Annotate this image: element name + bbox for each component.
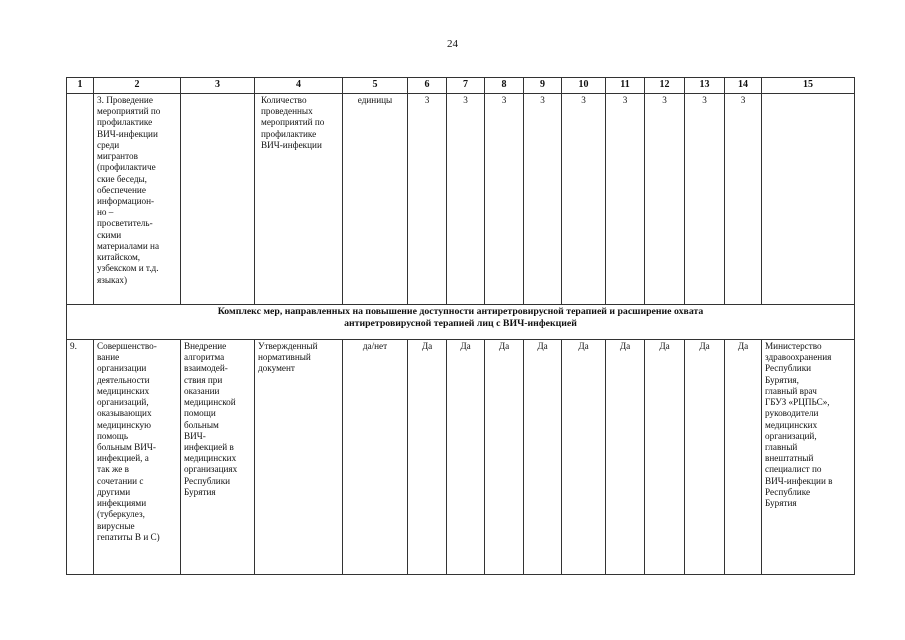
row-number-cell: 9.	[67, 340, 94, 575]
measure-content-cell: Внедрение алгоритма взаимодей- ствия при оказании медицинской помощи больным ВИЧ- инфекцией в медицинских организациях Республики Бурятия	[181, 340, 255, 575]
column-header: 10	[562, 78, 606, 94]
value-cell: 3	[447, 94, 485, 305]
value-cell: Да	[562, 340, 606, 575]
value-cell: 3	[685, 94, 725, 305]
column-header: 9	[524, 78, 562, 94]
value-cell: 3	[562, 94, 606, 305]
value-cell: Да	[524, 340, 562, 575]
table-row	[67, 94, 855, 305]
section-row	[67, 305, 855, 340]
value-cell: Да	[645, 340, 685, 575]
column-header: 5	[343, 78, 408, 94]
page-number: 24	[447, 38, 458, 50]
column-header: 8	[485, 78, 524, 94]
responsible-cell: Министерство здравоохранения Республики Бурятия, главный врач ГБУЗ «РЦПЬС», руководители медицинских организаций, главный внештатный специалист по ВИЧ-инфекции в Республике Бурятия	[762, 340, 855, 575]
value-cell: 3	[408, 94, 447, 305]
value-cell: 3	[645, 94, 685, 305]
column-header: 15	[762, 78, 855, 94]
value-cell: 3	[606, 94, 645, 305]
value-cell: Да	[606, 340, 645, 575]
column-header: 11	[606, 78, 645, 94]
indicator-cell: Количество проведенных мероприятий по профилактике ВИЧ-инфекции	[255, 94, 343, 305]
value-cell: 3	[524, 94, 562, 305]
column-header: 3	[181, 78, 255, 94]
program-table	[66, 77, 855, 575]
value-cell: Да	[685, 340, 725, 575]
column-header: 13	[685, 78, 725, 94]
column-header: 2	[94, 78, 181, 94]
value-cell: Да	[725, 340, 762, 575]
column-header: 14	[725, 78, 762, 94]
value-cell: 3	[725, 94, 762, 305]
unit-cell: единицы	[343, 94, 408, 305]
measure-name-cell: 3. Проведение мероприятий по профилактике ВИЧ-инфекции среди мигрантов (профилактиче ские беседы, обеспечение информацион- но – просветитель- скими материалами на китайском, узбекском и т.д. языках)	[94, 94, 181, 305]
column-header: 1	[67, 78, 94, 94]
unit-cell: да/нет	[343, 340, 408, 575]
indicator-cell: Утвержденный нормативный документ	[255, 340, 343, 575]
section-title: Комплекс мер, направленных на повышение доступности антиретровирусной терапией и расширение охвата антиретровирусной терапией лиц с ВИЧ-инфекцией	[67, 305, 855, 340]
table-row	[67, 340, 855, 575]
value-cell: 3	[485, 94, 524, 305]
responsible-cell	[762, 94, 855, 305]
value-cell: Да	[485, 340, 524, 575]
column-header: 4	[255, 78, 343, 94]
measure-name-cell: Совершенство- вание организации деятельности медицинских организаций, оказывающих медицинскую помощь больным ВИЧ- инфекцией, а так же в сочетании с другими инфекциями (туберкулез, вирусные гепатиты В и С)	[94, 340, 181, 575]
header-row	[67, 78, 855, 94]
value-cell: Да	[447, 340, 485, 575]
measure-content-cell	[181, 94, 255, 305]
column-header: 6	[408, 78, 447, 94]
row-number-cell	[67, 94, 94, 305]
value-cell: Да	[408, 340, 447, 575]
column-header: 7	[447, 78, 485, 94]
column-header: 12	[645, 78, 685, 94]
